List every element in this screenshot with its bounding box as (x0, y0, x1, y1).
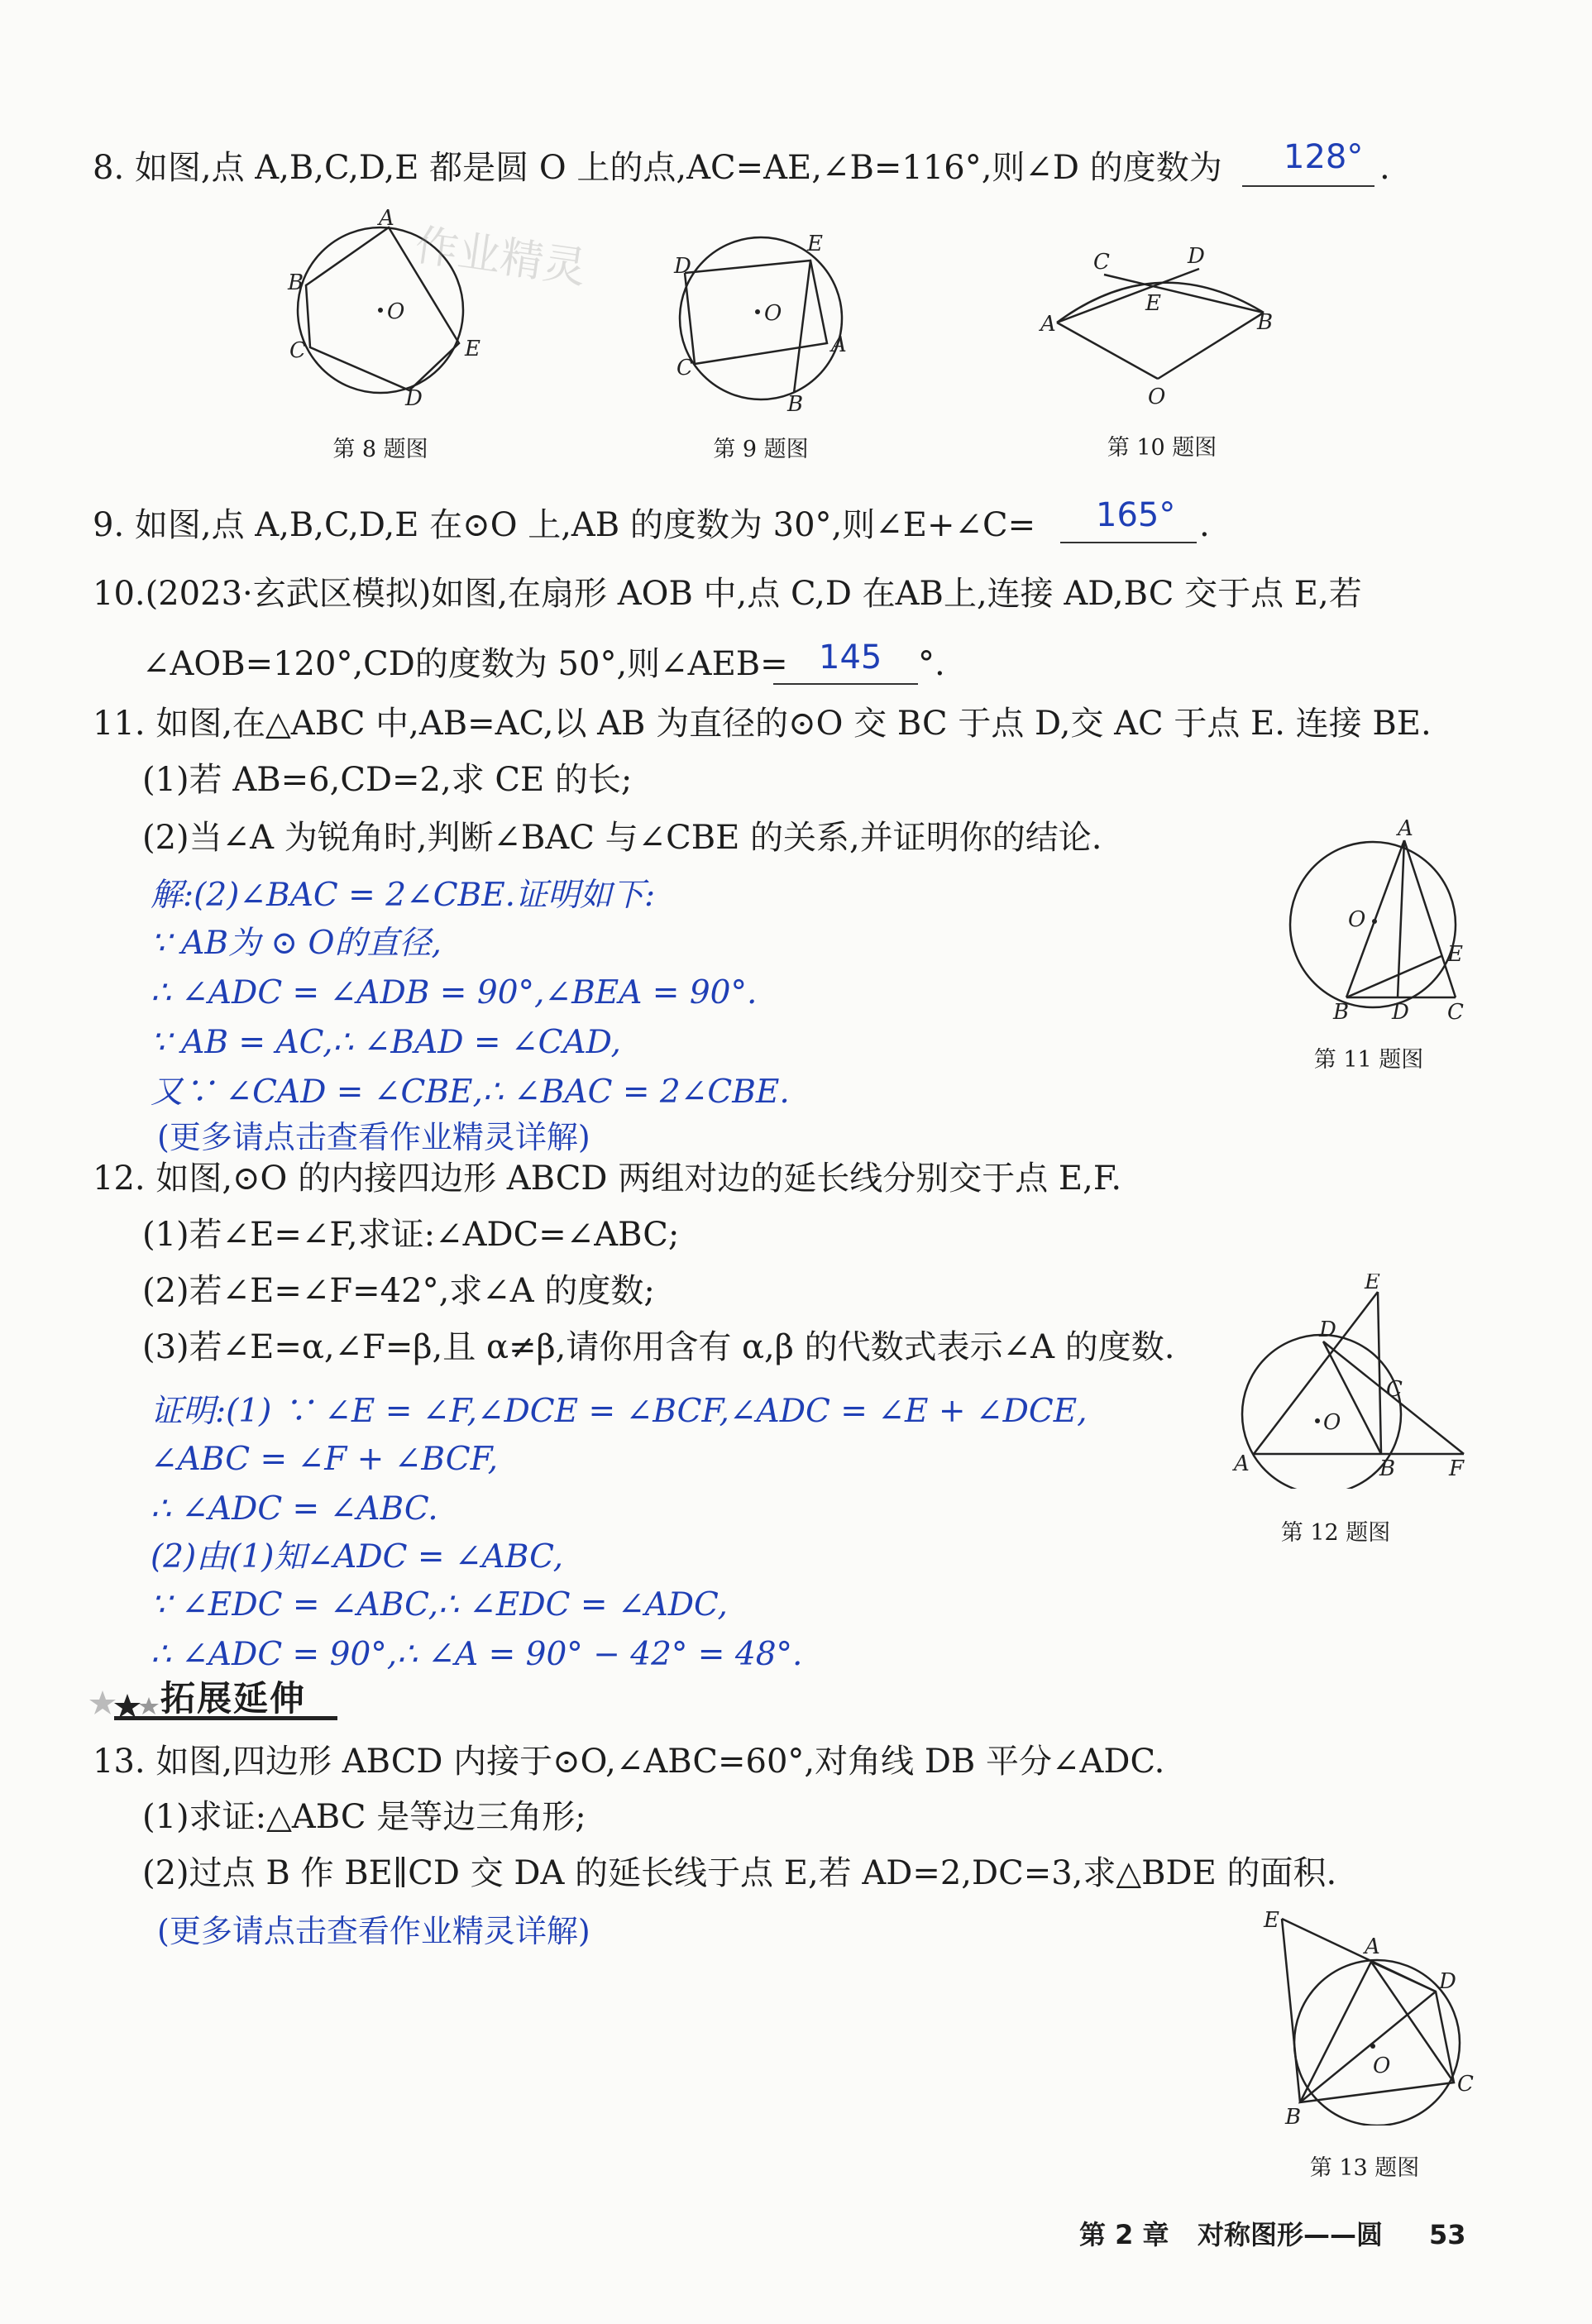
caption-fig13: 第 13 题图 (1309, 2155, 1420, 2181)
caption-fig10: 第 10 题图 (1107, 435, 1217, 461)
footer-title: 对称图形——圆 (1198, 2219, 1384, 2250)
svg-text:C: C (1447, 1000, 1464, 1025)
q11-sol-3: ∴ ∠ADC = ∠ADB = 90°,∠BEA = 90°. (151, 974, 758, 1011)
q8-text: 8. 如图,点 A,B,C,D,E 都是圆 O 上的点,AC=AE,∠B=116°,则∠D 的度数为 (93, 149, 1222, 187)
svg-text:D: D (674, 254, 691, 279)
svg-text:C: C (1093, 250, 1110, 275)
q8-answer: 128° (1284, 138, 1364, 176)
svg-text:E: E (1145, 291, 1161, 316)
svg-text:B: B (1257, 310, 1274, 335)
q12-sub3: (3)若∠E=α,∠F=β,且 α≠β,请你用含有 α,β 的代数式表示∠A 的度数. (142, 1328, 1175, 1366)
footer-page-number: 53 (1429, 2219, 1466, 2250)
q12-sol-1: 证明:(1) ∵ ∠E = ∠F,∠DCE = ∠BCF,∠ADC = ∠E + ∠DCE, (151, 1393, 1088, 1430)
q12-sub1: (1)若∠E=∠F,求证:∠ADC=∠ABC; (142, 1216, 680, 1254)
svg-text:B: B (1379, 1456, 1396, 1481)
section-header (89, 1677, 337, 1724)
caption-fig12: 第 12 题图 (1280, 1520, 1391, 1546)
svg-text:E: E (1447, 942, 1463, 967)
q10-line2: ∠AOB=120°,CD的度数为 50°,则∠AEB= (142, 645, 788, 683)
svg-text:A: A (1398, 819, 1413, 841)
q13-sub2: (2)过点 B 作 BE∥CD 交 DA 的延长线于点 E,若 AD=2,DC=3,求△BDE 的面积. (142, 1854, 1337, 1892)
q13-more-link[interactable]: (更多请点击查看作业精灵详解) (157, 1913, 590, 1949)
q10-end: °. (918, 645, 945, 683)
svg-text:E: E (1264, 1908, 1279, 1933)
figure-9 (662, 227, 860, 418)
q11-sol-2: ∵ AB为 ⊙ O的直径, (151, 925, 442, 962)
svg-text:O: O (1323, 1410, 1341, 1435)
svg-text:B: B (1333, 1000, 1350, 1025)
svg-text:B: B (787, 392, 804, 417)
svg-text:D: D (1439, 1969, 1456, 1994)
svg-text:F: F (1449, 1456, 1465, 1481)
q12-sol-2: ∠ABC = ∠F + ∠BCF, (151, 1441, 499, 1478)
q13-sub1: (1)求证:△ABC 是等边三角形; (142, 1798, 586, 1836)
section-title: 拓展延伸 (160, 1678, 307, 1719)
svg-text:O: O (1373, 2054, 1391, 2078)
svg-text:O: O (764, 301, 782, 326)
svg-text:D: D (1188, 244, 1205, 269)
stars-icon (89, 1687, 160, 1720)
figure-10 (1034, 240, 1282, 418)
q12-sub2: (2)若∠E=∠F=42°,求∠A 的度数; (142, 1272, 655, 1310)
svg-text:A: A (831, 332, 847, 357)
svg-text:O: O (1148, 385, 1166, 409)
caption-fig9: 第 9 题图 (713, 437, 809, 462)
svg-text:C: C (289, 338, 306, 363)
caption-fig11: 第 11 题图 (1313, 1047, 1424, 1073)
figure-13 (1249, 1902, 1480, 2126)
svg-text:D: D (1319, 1317, 1336, 1342)
q10-answer: 145 (819, 638, 882, 677)
figure-12 (1224, 1274, 1472, 1489)
svg-text:E: E (807, 232, 823, 256)
q11-line1: 11. 如图,在△ABC 中,AB=AC,以 AB 为直径的⊙O 交 BC 于点 D,交 AC 于点 E. 连接 BE. (93, 705, 1432, 743)
q9-blank (1060, 542, 1197, 543)
svg-text:A: A (1234, 1451, 1250, 1476)
svg-text:C: C (1386, 1377, 1403, 1402)
svg-text:C: C (676, 356, 693, 380)
caption-fig8: 第 8 题图 (332, 437, 428, 462)
q12-line1: 12. 如图,⊙O 的内接四边形 ABCD 两组对边的延长线分别交于点 E,F. (93, 1160, 1122, 1198)
q9-text: 9. 如图,点 A,B,C,D,E 在⊙O 上,AB 的度数为 30°,则∠E+∠C= (93, 506, 1036, 544)
q8-blank (1242, 185, 1374, 187)
footer-chapter: 第 2 章 (1079, 2219, 1169, 2250)
svg-text:D: D (1392, 1000, 1409, 1025)
q9-answer: 165° (1096, 496, 1176, 534)
svg-text:C: C (1457, 2072, 1474, 2097)
svg-text:A: A (379, 207, 394, 231)
svg-text:E: E (465, 337, 480, 361)
svg-text:A: A (1040, 312, 1056, 337)
svg-text:O: O (387, 299, 405, 324)
q11-sub2: (2)当∠A 为锐角时,判断∠BAC 与∠CBE 的关系,并证明你的结论. (142, 819, 1102, 857)
svg-text:B: B (288, 270, 304, 295)
q8-end: . (1379, 149, 1390, 187)
q11-sol-4: ∵ AB = AC,∴ ∠BAD = ∠CAD, (151, 1024, 621, 1061)
q13-line1: 13. 如图,四边形 ABCD 内接于⊙O,∠ABC=60°,对角线 DB 平分∠ADC. (93, 1743, 1165, 1781)
q11-sol-1: 解:(2)∠BAC = 2∠CBE.证明如下: (151, 877, 656, 914)
svg-text:A: A (1365, 1934, 1380, 1959)
watermark: 作业精灵 (412, 220, 590, 294)
svg-text:O: O (1348, 907, 1366, 932)
q12-sol-4: (2)由(1)知∠ADC = ∠ABC, (151, 1538, 563, 1576)
q12-sol-3: ∴ ∠ADC = ∠ABC. (151, 1490, 438, 1528)
figure-11 (1274, 819, 1489, 1030)
q10-line1: 10.(2023·玄武区模拟)如图,在扇形 AOB 中,点 C,D 在AB上,连接 AD,BC 交于点 E,若 (93, 575, 1362, 613)
q9-end: . (1199, 506, 1210, 544)
svg-text:B: B (1285, 2105, 1302, 2126)
q11-sub1: (1)若 AB=6,CD=2,求 CE 的长; (142, 761, 633, 799)
q11-more-link[interactable]: (更多请点击查看作业精灵详解) (157, 1119, 590, 1155)
q10-blank (773, 683, 918, 685)
q12-sol-6: ∴ ∠ADC = 90°,∴ ∠A = 90° − 42° = 48°. (151, 1636, 803, 1673)
svg-text:E: E (1365, 1274, 1380, 1294)
svg-text:D: D (405, 386, 423, 411)
q12-sol-5: ∵ ∠EDC = ∠ABC,∴ ∠EDC = ∠ADC, (151, 1586, 728, 1623)
q11-sol-5: 又∵ ∠CAD = ∠CBE,∴ ∠BAC = 2∠CBE. (151, 1074, 790, 1111)
